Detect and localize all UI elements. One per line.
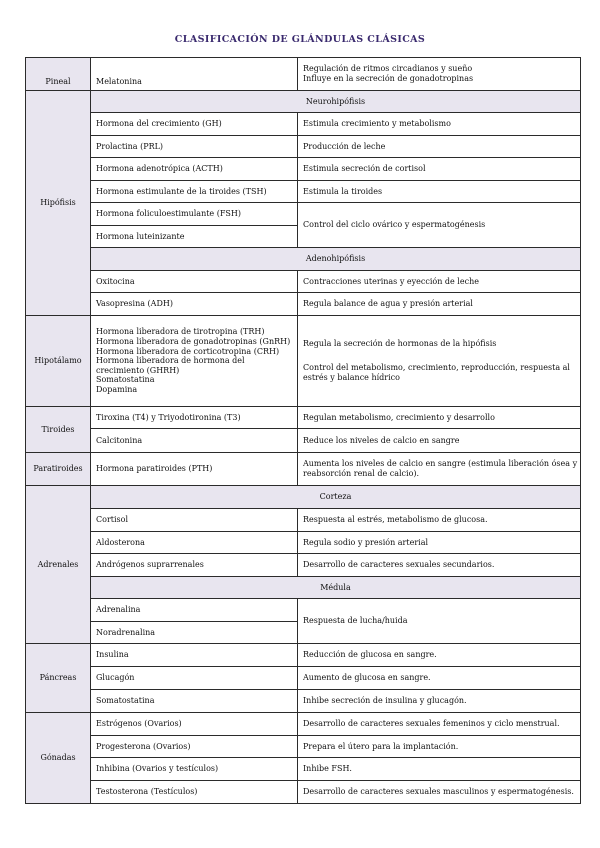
- page-title: CLASIFICACIÓN DE GLÁNDULAS CLÁSICAS: [174, 34, 426, 45]
- table-row: [26, 429, 581, 453]
- hormone-cell: Progesterona (Ovarios): [91, 736, 298, 758]
- table-row: [26, 509, 581, 532]
- subheader-medula: Médula: [91, 577, 581, 599]
- table-row: [26, 271, 581, 293]
- table-row: [26, 113, 581, 136]
- hormone-cell: Oxitocina: [91, 271, 298, 293]
- function-cell: Aumento de glucosa en sangre.: [298, 667, 581, 690]
- hormone-cell: Estrógenos (Ovarios): [91, 713, 298, 736]
- hormone-cell: Noradrenalina: [91, 622, 298, 644]
- function-cell: Control del ciclo ovárico y espermatogénesis: [298, 203, 581, 248]
- function-cell: Estimula crecimiento y metabolismo: [298, 113, 581, 136]
- table-row: [26, 91, 581, 113]
- glands-table: [25, 57, 581, 804]
- hormone-cell: Vasopresina (ADH): [91, 293, 298, 316]
- hormone-cell: Hormona paratiroides (PTH): [91, 453, 298, 486]
- table-row: [26, 644, 581, 667]
- function-cell: Estimula secreción de cortisol: [298, 158, 581, 181]
- function-cell: Contracciones uterinas y eyección de leche: [298, 271, 581, 293]
- gland-cell-pineal: Pineal: [26, 58, 91, 91]
- hormone-cell: Andrógenos suprarrenales: [91, 554, 298, 577]
- subheader-adenohipofisis: Adenohipófisis: [91, 248, 581, 271]
- hormone-cell: Testosterona (Testículos): [91, 781, 298, 804]
- gland-cell-tiroides: Tiroides: [26, 407, 91, 453]
- function-cell: Producción de leche: [298, 136, 581, 158]
- function-cell: Regulan metabolismo, crecimiento y desarrollo: [298, 407, 581, 429]
- hormone-cell: Tiroxina (T4) y Triyodotironina (T3): [91, 407, 298, 429]
- table-row: [26, 532, 581, 554]
- hormone-cell: Hormona estimulante de la tiroides (TSH): [91, 181, 298, 203]
- hormone-cell: Hormona foliculoestimulante (FSH): [91, 203, 298, 226]
- hormone-cell: Insulina: [91, 644, 298, 667]
- table-row: [26, 293, 581, 316]
- table-row: [26, 58, 581, 91]
- function-cell: Inhibe secreción de insulina y glucagón.: [298, 690, 581, 713]
- hormone-cell: Cortisol: [91, 509, 298, 532]
- function-cell: Respuesta al estrés, metabolismo de glucosa.: [298, 509, 581, 532]
- table-row: [26, 781, 581, 804]
- function-cell: Regula balance de agua y presión arterial: [298, 293, 581, 316]
- gland-cell-pancreas: Páncreas: [26, 644, 91, 713]
- gland-cell-gonadas: Gónadas: [26, 713, 91, 804]
- table-row: [26, 181, 581, 203]
- hormone-cell: Hormona adenotrópica (ACTH): [91, 158, 298, 181]
- table-row: [26, 554, 581, 577]
- function-cell: Reduce los niveles de calcio en sangre: [298, 429, 581, 453]
- table-row: [26, 203, 581, 226]
- hormone-cell: Prolactina (PRL): [91, 136, 298, 158]
- hormone-cell: Aldosterona: [91, 532, 298, 554]
- hormone-cell: Hormona del crecimiento (GH): [91, 113, 298, 136]
- function-cell: Aumenta los niveles de calcio en sangre (estimula liberación ósea y reabsorción renal de calcio).: [298, 453, 581, 486]
- function-cell: Reducción de glucosa en sangre.: [298, 644, 581, 667]
- table-row: [26, 599, 581, 622]
- gland-cell-hipofisis: Hipófisis: [26, 91, 91, 316]
- table-row: [26, 690, 581, 713]
- function-cell: Prepara el útero para la implantación.: [298, 736, 581, 758]
- table-row: [26, 453, 581, 486]
- function-cell: Desarrollo de caracteres sexuales secundarios.: [298, 554, 581, 577]
- hormone-cell: Hormona luteinizante: [91, 226, 298, 248]
- function-cell: Regula la secreción de hormonas de la hipófisis Control del metabolismo, crecimiento, reproducción, respuesta al estrés y balance hídrico: [298, 316, 581, 407]
- hormone-cell: Inhibina (Ovarios y testículos): [91, 758, 298, 781]
- hormone-cell: Calcitonina: [91, 429, 298, 453]
- table-row: [26, 248, 581, 271]
- gland-cell-adrenales: Adrenales: [26, 486, 91, 644]
- table-row: [26, 407, 581, 429]
- function-cell: Estimula la tiroides: [298, 181, 581, 203]
- table-row: [26, 158, 581, 181]
- gland-cell-hipotalamo: Hipotálamo: [26, 316, 91, 407]
- hormone-cell: Adrenalina: [91, 599, 298, 622]
- table-row: [26, 486, 581, 509]
- hormone-cell: Melatonina: [91, 58, 298, 91]
- table-row: [26, 136, 581, 158]
- hormone-cell: Hormona liberadora de tirotropina (TRH) Hormona liberadora de gonadotropinas (GnRH) Hormona liberadora de corticotropina (CRH) Hormona liberadora de hormona del crecimiento (GHRH) Somatostatina Dopamina: [91, 316, 298, 407]
- hormone-cell: Glucagón: [91, 667, 298, 690]
- table-row: [26, 577, 581, 599]
- function-cell: Inhibe FSH.: [298, 758, 581, 781]
- function-cell: Regulación de ritmos circadianos y sueño Influye en la secreción de gonadotropinas: [298, 58, 581, 91]
- gland-cell-paratiroides: Paratiroides: [26, 453, 91, 486]
- table-row: [26, 667, 581, 690]
- table-row: [26, 758, 581, 781]
- table-row: [26, 713, 581, 736]
- function-cell: Desarrollo de caracteres sexuales femeninos y ciclo menstrual.: [298, 713, 581, 736]
- function-cell: Regula sodio y presión arterial: [298, 532, 581, 554]
- function-cell: Desarrollo de caracteres sexuales masculinos y espermatogénesis.: [298, 781, 581, 804]
- table-row: [26, 316, 581, 407]
- subheader-neurohipofisis: Neurohipófisis: [91, 91, 581, 113]
- subheader-corteza: Corteza: [91, 486, 581, 509]
- function-cell: Respuesta de lucha/huida: [298, 599, 581, 644]
- table-row: [26, 736, 581, 758]
- hormone-cell: Somatostatina: [91, 690, 298, 713]
